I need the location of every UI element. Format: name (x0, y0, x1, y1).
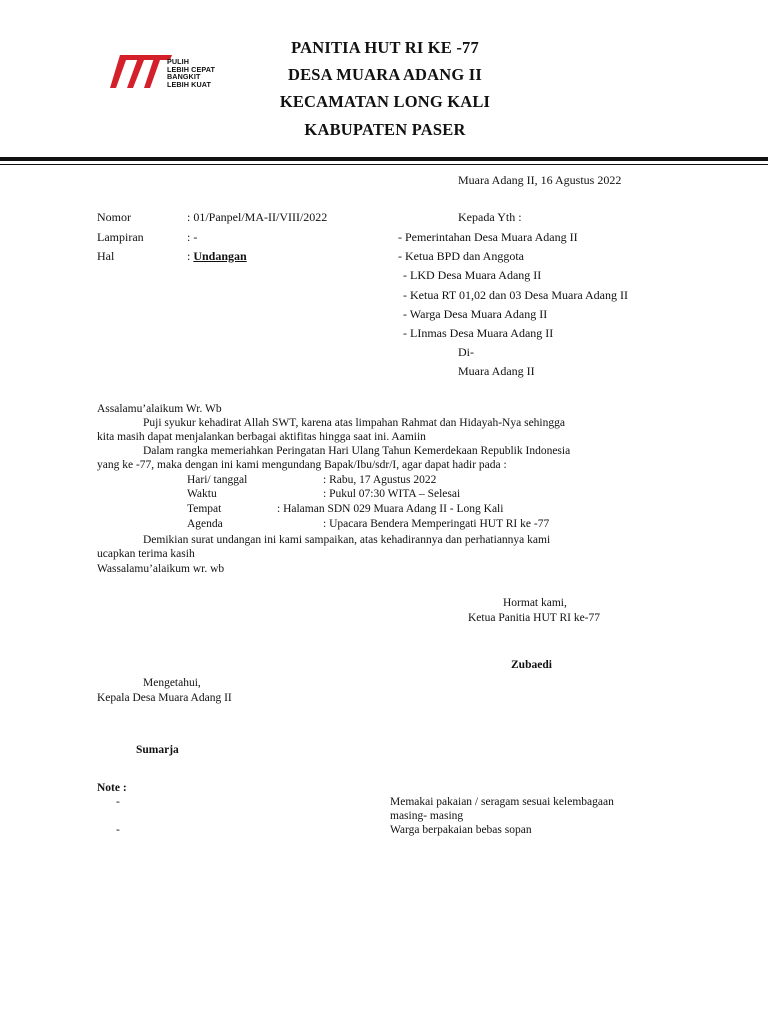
detail-value-date: : Rabu, 17 Agustus 2022 (323, 474, 437, 486)
lampiran-value: : - (187, 230, 198, 244)
detail-label-place: Tempat (187, 503, 222, 515)
lampiran-label: Lampiran (97, 230, 144, 244)
recipient-item: - Ketua RT 01,02 dan 03 Desa Muara Adang II (403, 288, 628, 302)
logo-tagline-4: LEBIH KUAT (167, 79, 211, 89)
hal-value (187, 249, 247, 263)
detail-value-agenda: : Upacara Bendera Memperingati HUT RI ke -77 (323, 518, 550, 530)
recipient-item: - Warga Desa Muara Adang II (403, 307, 548, 321)
header-rule-thin (0, 164, 768, 165)
recipient-item: - LKD Desa Muara Adang II (403, 268, 542, 282)
note-bullet-2: - (116, 824, 120, 836)
recipient-item: - Pemerintahan Desa Muara Adang II (398, 230, 578, 244)
signature-right-line-1: Hormat kami, (503, 597, 567, 609)
detail-label-agenda: Agenda (187, 518, 223, 530)
header-line-3: KECAMATAN LONG KALI (279, 92, 491, 111)
note-item-1-line-1: Memakai pakaian / seragam sesuai kelembagaan (390, 796, 614, 808)
paragraph-2-line-1: Dalam rangka memeriahkan Peringatan Hari Ulang Tahun Kemerdekaan Republik Indonesia (143, 445, 571, 457)
note-item-2: Warga berpakaian bebas sopan (390, 824, 532, 836)
note-label: Note : (97, 782, 127, 794)
logo-tagline-1: PULIH (167, 57, 190, 66)
signature-left-name: Sumarja (136, 744, 179, 756)
paragraph-1-line-1: Puji syukur kehadirat Allah SWT, karena atas limpahan Rahmat dan Hidayah-Nya sehingga (143, 417, 565, 429)
greeting: Assalamu’alaikum Wr. Wb (97, 403, 222, 415)
signature-left-line-2: Kepala Desa Muara Adang II (97, 692, 232, 704)
closing-salutation: Wassalamu’alaikum wr. wb (97, 563, 225, 575)
hal-subject: Undangan (193, 249, 247, 263)
detail-label-date: Hari/ tanggal (187, 474, 248, 486)
recipients-di: Di- (458, 345, 474, 359)
detail-value-time: : Pukul 07:30 WITA – Selesai (323, 488, 461, 500)
closing-line-1: Demikian surat undangan ini kami sampaikan, atas kehadirannya dan perhatiannya kami (143, 534, 551, 546)
note-item-1-line-2: masing- masing (390, 810, 464, 822)
nomor-value: : 01/Panpel/MA-II/VIII/2022 (187, 210, 328, 224)
logo-77-mark (110, 52, 172, 90)
letter-date: Muara Adang II, 16 Agustus 2022 (458, 173, 622, 187)
recipients-heading: Kepada Yth : (458, 210, 522, 224)
detail-value-place: : Halaman SDN 029 Muara Adang II - Long Kali (277, 503, 504, 515)
header-line-2: DESA MUARA ADANG II (287, 65, 483, 84)
signature-right-line-2: Ketua Panitia HUT RI ke-77 (468, 612, 601, 624)
signature-right-name: Zubaedi (511, 659, 552, 671)
header-line-4: KABUPATEN PASER (304, 120, 466, 139)
recipient-item: - LInmas Desa Muara Adang II (403, 326, 554, 340)
logo-tagline-3: BANGKIT (167, 72, 201, 82)
recipient-item: - Ketua BPD dan Anggota (398, 249, 524, 263)
paragraph-2-line-2: yang ke -77, maka dengan ini kami mengundang Bapak/Ibu/sdr/I, agar dapat hadir pada : (97, 459, 507, 471)
detail-label-time: Waktu (187, 488, 217, 500)
nomor-label: Nomor (97, 210, 131, 224)
note-bullet-1: - (116, 796, 120, 808)
header-rule-thick (0, 157, 768, 161)
hal-colon: : (187, 249, 191, 263)
closing-line-2: ucapkan terima kasih (97, 548, 195, 560)
header-line-1: PANITIA HUT RI KE -77 (291, 38, 479, 57)
hal-label: Hal (97, 249, 115, 263)
recipients-place: Muara Adang II (458, 364, 535, 378)
logo-tagline-2: LEBIH CEPAT (167, 64, 215, 74)
paragraph-1-line-2: kita masih dapat menjalankan berbagai aktifitas hingga saat ini. Aamiin (97, 431, 426, 443)
signature-left-line-1: Mengetahui, (143, 677, 201, 689)
